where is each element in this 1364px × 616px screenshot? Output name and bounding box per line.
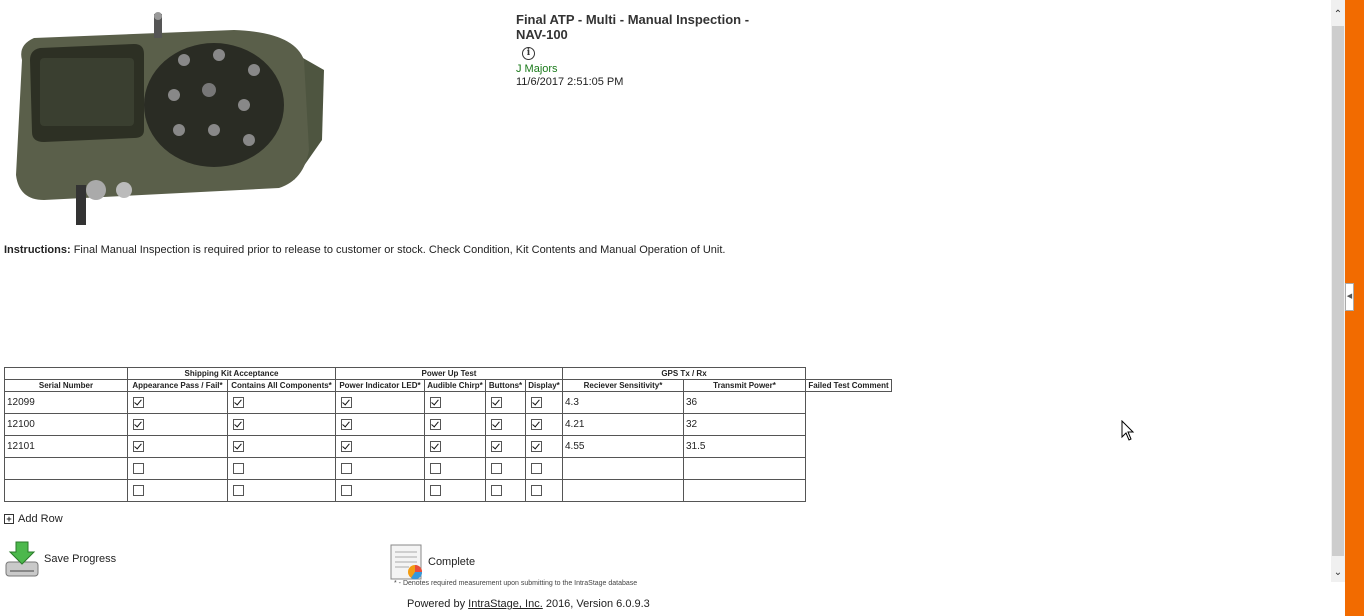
buttons-checkbox[interactable] xyxy=(491,463,502,474)
check-cell xyxy=(336,458,425,480)
check-cell xyxy=(128,414,228,436)
table-row xyxy=(5,480,892,502)
chirp-checkbox[interactable] xyxy=(430,397,441,408)
col-comment: Failed Test Comment xyxy=(806,380,892,392)
table-row xyxy=(5,458,892,480)
check-cell xyxy=(526,458,563,480)
table-row xyxy=(5,414,892,436)
collapse-panel-icon[interactable]: ◀ xyxy=(1345,283,1354,311)
check-cell xyxy=(425,436,486,458)
intrastage-link[interactable]: IntraStage, Inc. xyxy=(468,598,543,610)
components-checkbox[interactable] xyxy=(233,397,244,408)
blank-group-cell xyxy=(5,368,128,380)
col-led: Power Indicator LED* xyxy=(336,380,425,392)
check-cell xyxy=(486,458,526,480)
plus-icon: + xyxy=(4,514,14,524)
group-shipping: Shipping Kit Acceptance xyxy=(128,368,336,380)
add-row-button[interactable] xyxy=(4,513,63,525)
column-header-row xyxy=(5,380,892,392)
table-row xyxy=(5,392,892,414)
sensitivity-cell[interactable]: 4.21 xyxy=(563,414,684,436)
appearance-checkbox[interactable] xyxy=(133,463,144,474)
sensitivity-cell[interactable]: 4.55 xyxy=(563,436,684,458)
col-chirp: Audible Chirp* xyxy=(425,380,486,392)
group-power: Power Up Test xyxy=(336,368,563,380)
check-cell xyxy=(128,392,228,414)
chirp-checkbox[interactable] xyxy=(430,463,441,474)
col-appearance: Appearance Pass / Fail* xyxy=(128,380,228,392)
check-cell xyxy=(486,392,526,414)
display-checkbox[interactable] xyxy=(531,397,542,408)
check-cell xyxy=(336,480,425,502)
timestamp: 11/6/2017 2:51:05 PM xyxy=(516,76,624,88)
check-cell xyxy=(228,436,336,458)
failed-comment-cell[interactable] xyxy=(806,414,892,436)
footer-prefix: Powered by xyxy=(407,598,466,610)
display-checkbox[interactable] xyxy=(531,419,542,430)
report-icon xyxy=(389,543,425,581)
chirp-checkbox[interactable] xyxy=(430,485,441,496)
check-cell xyxy=(128,458,228,480)
save-progress-button[interactable] xyxy=(4,540,116,578)
sensitivity-cell[interactable]: 4.3 xyxy=(563,392,684,414)
complete-label: Complete xyxy=(428,556,476,568)
components-checkbox[interactable] xyxy=(233,419,244,430)
check-cell xyxy=(336,436,425,458)
check-cell xyxy=(425,458,486,480)
appearance-checkbox[interactable] xyxy=(133,419,144,430)
sensitivity-cell[interactable] xyxy=(563,458,684,480)
led-checkbox[interactable] xyxy=(341,485,352,496)
device-image xyxy=(4,10,334,230)
buttons-checkbox[interactable] xyxy=(491,397,502,408)
appearance-checkbox[interactable] xyxy=(133,441,144,452)
led-checkbox[interactable] xyxy=(341,441,352,452)
save-drive-icon xyxy=(4,540,40,578)
required-footnote: * - Denotes required measurement upon submitting to the IntraStage database xyxy=(394,580,638,587)
instructions-text: Final Manual Inspection is required prior to release to customer or stock. Check Condition, Kit Contents and Manual Operation of Unit. xyxy=(73,244,726,256)
inspection-table xyxy=(4,367,892,502)
check-cell xyxy=(128,436,228,458)
buttons-checkbox[interactable] xyxy=(491,485,502,496)
col-buttons: Buttons* xyxy=(486,380,526,392)
check-cell xyxy=(526,392,563,414)
transmit-power-cell[interactable]: 31.5 xyxy=(684,436,806,458)
buttons-checkbox[interactable] xyxy=(491,419,502,430)
instructions xyxy=(4,244,725,256)
scroll-thumb[interactable] xyxy=(1332,26,1344,556)
check-cell xyxy=(486,414,526,436)
transmit-power-cell[interactable] xyxy=(684,458,806,480)
components-checkbox[interactable] xyxy=(233,441,244,452)
check-cell xyxy=(228,458,336,480)
col-transmit: Transmit Power* xyxy=(684,380,806,392)
check-cell xyxy=(486,480,526,502)
serial-number-cell[interactable]: 12099 xyxy=(5,392,128,414)
scroll-up-icon[interactable]: ⌃ xyxy=(1333,9,1343,20)
save-label: Save Progress xyxy=(44,553,117,565)
group-header-row xyxy=(5,368,892,380)
complete-button[interactable] xyxy=(389,543,475,581)
check-cell xyxy=(526,414,563,436)
failed-comment-cell[interactable] xyxy=(806,458,892,480)
display-checkbox[interactable] xyxy=(531,463,542,474)
sensitivity-cell[interactable] xyxy=(563,480,684,502)
serial-number-cell[interactable] xyxy=(5,480,128,502)
failed-comment-cell[interactable] xyxy=(806,480,892,502)
page-title: Final ATP - Multi - Manual Inspection - NAV-100 xyxy=(516,12,750,42)
failed-comment-cell[interactable] xyxy=(806,392,892,414)
scroll-down-icon[interactable]: ⌄ xyxy=(1333,567,1343,578)
col-components: Contains All Components* xyxy=(228,380,336,392)
check-cell xyxy=(526,436,563,458)
check-cell xyxy=(425,414,486,436)
chirp-checkbox[interactable] xyxy=(430,419,441,430)
components-checkbox[interactable] xyxy=(233,485,244,496)
check-cell xyxy=(336,414,425,436)
col-display: Display* xyxy=(526,380,563,392)
display-checkbox[interactable] xyxy=(531,485,542,496)
buttons-checkbox[interactable] xyxy=(491,441,502,452)
instructions-label: Instructions: xyxy=(4,244,71,256)
transmit-power-cell[interactable] xyxy=(684,480,806,502)
author-name: J Majors xyxy=(516,63,558,75)
appearance-checkbox[interactable] xyxy=(133,397,144,408)
footer-suffix: 2016, Version 6.0.9.3 xyxy=(545,598,650,610)
chirp-checkbox[interactable] xyxy=(430,441,441,452)
transmit-power-cell[interactable]: 36 xyxy=(684,392,806,414)
check-cell xyxy=(228,392,336,414)
serial-number-cell[interactable]: 12100 xyxy=(5,414,128,436)
footer xyxy=(407,598,650,610)
appearance-checkbox[interactable] xyxy=(133,485,144,496)
serial-number-cell[interactable] xyxy=(5,458,128,480)
check-cell xyxy=(228,414,336,436)
led-checkbox[interactable] xyxy=(341,463,352,474)
led-checkbox[interactable] xyxy=(341,419,352,430)
display-checkbox[interactable] xyxy=(531,441,542,452)
check-cell xyxy=(425,392,486,414)
led-checkbox[interactable] xyxy=(341,397,352,408)
failed-comment-cell[interactable] xyxy=(806,436,892,458)
form-header xyxy=(516,12,776,88)
check-cell xyxy=(128,480,228,502)
check-cell xyxy=(228,480,336,502)
transmit-power-cell[interactable]: 32 xyxy=(684,414,806,436)
add-row-label: Add Row xyxy=(18,513,63,525)
col-sensitivity: Reciever Sensitivity* xyxy=(563,380,684,392)
col-serial: Serial Number xyxy=(5,380,128,392)
check-cell xyxy=(486,436,526,458)
mouse-cursor-icon xyxy=(1121,420,1135,442)
table-row xyxy=(5,436,892,458)
check-cell xyxy=(526,480,563,502)
info-icon[interactable]: i xyxy=(522,47,535,60)
serial-number-cell[interactable]: 12101 xyxy=(5,436,128,458)
check-cell xyxy=(425,480,486,502)
blank-group-cell xyxy=(806,368,892,380)
components-checkbox[interactable] xyxy=(233,463,244,474)
group-gps: GPS Tx / Rx xyxy=(563,368,806,380)
check-cell xyxy=(336,392,425,414)
